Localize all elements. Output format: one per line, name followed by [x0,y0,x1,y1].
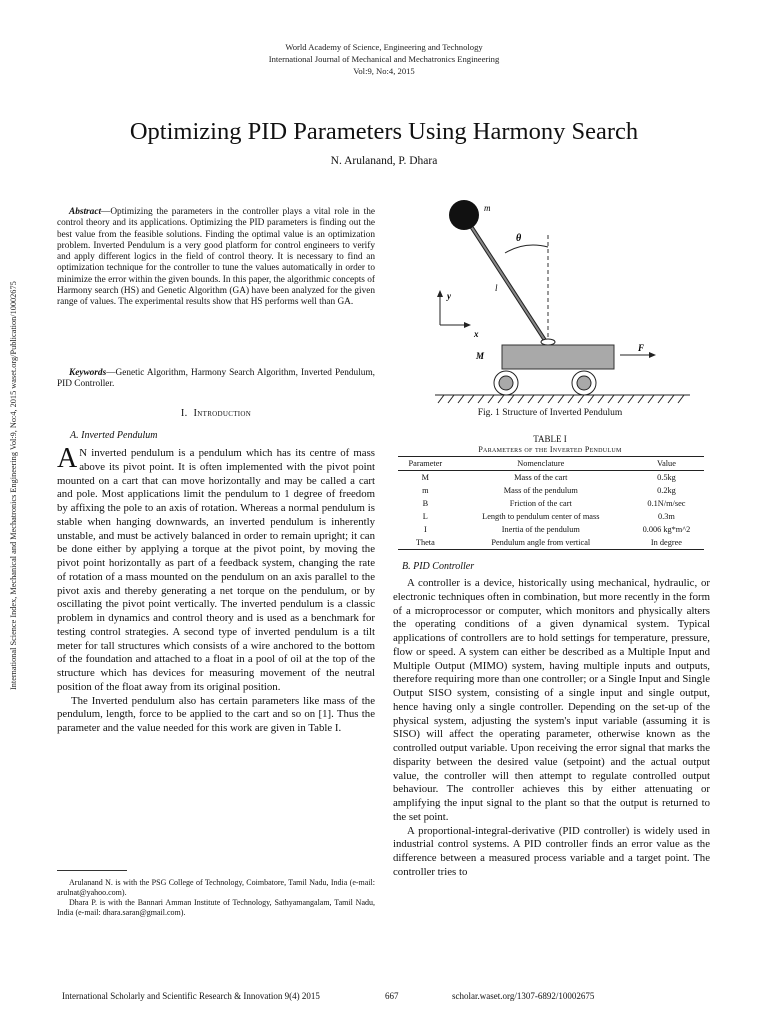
table-cell: Length to pendulum center of mass [482,512,600,521]
dropcap: A [57,443,78,474]
table-cell: m [422,486,429,495]
table-cell: In degree [650,538,682,547]
subsection-heading-pid-controller: B. PID Controller [402,561,475,572]
pid-paragraph-1: A controller is a device, historically using mechanical, hydraulic, or electronic techniques often in combination, but more recently in the form of a microprocessor or computer, which monitors and physically alters the operating conditions of a given dynamical system. Typical applications of controllers are to hold settings for temperature, pressure, flow or speed. A system can either be described as a Multiple Input and Multiple Output (MIMO) system, having multiple inputs and outputs, therefore requiring more than one controller; or a Single Input and Single Output SISO system, consisting of a single input and single output, hence having only a single controller. Depending on the set-up of the physical system, adjusting the system's input variable (assuming it is SISO) will affect the operating parameter, otherwise known as the controlled output variable. Upon receiving the error signal that marks the disparity between the desired value (setpoint) and the actual output value, the controller will then attempt to regulate controlled output behaviour. The controller achieves this by either attenuating or amplifying the input signal to the plant so that the output is returned to the set point. [393,577,710,823]
table-header-cell: Value [657,459,676,468]
table-header-cell: Parameter [408,459,443,468]
side-citation: International Science Index, Mechanical and Mechatronics Engineering Vol:9, No:4, 2015 waset.org/Publication/10002675 [9,281,18,690]
journal-title: International Journal of Mechanical and Mechatronics Engineering [268,54,500,64]
table-cell: I [423,525,427,534]
wheel-left-hub [499,376,513,390]
table-cell: L [422,512,428,521]
figure-caption: Fig. 1 Structure of Inverted Pendulum [477,408,623,418]
angle-label: θ [516,233,522,244]
pid-controller-body [393,577,710,880]
table-row [398,497,704,510]
pendulum-rod-highlight [465,217,548,345]
subsection-heading-inverted-pendulum: A. Inverted Pendulum [70,430,158,441]
footer-publisher: International Scholarly and Scientific Research & Innovation 9(4) 2015 [62,991,320,1001]
pid-paragraph-2: A proportional-integral-derivative (PID controller) is widely used in industrial control systems. A PID controller finds an error value as the difference between a measured process variable and a target point. The controller tries to [393,824,710,878]
footnote-1: Arulanand N. is with the PSG College of Technology, Coimbatore, Tamil Nadu, India (e-mail: arulnat@yahoo.com). [57,878,375,897]
intro-paragraph-2: The Inverted pendulum also has certain parameters like mass of the pendulum, length, force to be applied to the cart and so on [1]. Thus the parameter and the value needed for this work are given in Table I. [57,694,375,734]
section-title: Introduction [193,408,252,419]
table-cell: Mass of the cart [514,473,568,482]
table-cell: 0.2kg [657,486,676,495]
keywords [57,368,375,391]
table-cell: Theta [415,538,435,547]
table-cell: Friction of the cart [509,499,572,508]
inverted-pendulum-figure [420,195,692,405]
table-label: TABLE I [533,434,567,444]
journal-name: World Academy of Science, Engineering and Technology [285,42,483,52]
ground-hatching [438,395,684,403]
introduction-body [57,443,375,736]
footnotes [57,878,375,918]
section-heading-introduction [57,408,375,419]
keywords-text: —Genetic Algorithm, Harmony Search Algorithm, Inverted Pendulum, PID Controller. [57,368,375,390]
mass-label: m [484,203,491,213]
y-axis-arrow [437,290,443,297]
parameters-table [398,456,704,550]
table-row [398,523,704,536]
table-cell: Inertia of the pendulum [501,525,580,534]
table-title: Parameters of the Inverted Pendulum [478,445,622,454]
angle-arc [505,245,548,253]
force-arrow-head [649,352,656,358]
intro-paragraph-1: N inverted pendulum is a pendulum which has its centre of mass above its pivot point. It is often implemented with the pivot point mounted on a cart that can move horizontally and may be called a cart and pole. Most applications limit the pendulum to 1 degree of freedom by affixing the pole to an axis of rotation. Whereas a normal pendulum is stable when hanging downwards, an inverted pendulum is inherently unstable, and must be actively balanced in order to remain upright; it can be done either by applying a torque at the pivot point, by moving the pivot point horizontally as part of a feedback system, changing the rate of rotation of a mass mounted on the pendulum on an axis parallel to the pivot axis and thereby generating a net torque on the pendulum, or by oscillating the pivot point vertically. The inverted pendulum is a classic problem in dynamics and control theory and is used as a benchmark for testing control strategies. A second type of inverted pendulum is a tilt meter for tall structures which consists of a wire anchored to the bottom of the foundation and attached to a float in a pool of oil at the top of the structure which has devices for measuring movement of the neutral position of the float away from its original position. [57,447,375,693]
table-cell: B [422,499,429,508]
footnote-rule [57,870,127,871]
table-cell: 0.3m [658,512,675,521]
cart-label: M [476,351,485,361]
table-cell: 0.5kg [657,473,676,482]
wheel-right-hub [577,376,591,390]
abstract-text: —Optimizing the parameters in the controller plays a vital role in the control theory and its applications. Optimizing the PID parameters is finding out the best value from the feasible solutions. Finding the optimal value is an optimization problem. Inverted Pendulum is a very good platform for control engineers to verify and apply different logics in the field of control theory. It is necessary to find an optimization technique for the controller to tune the values automatically in order to minimize the error within the given bounds. In this paper, the algorithmic concepts of Harmony search (HS) and Genetic Algorithm (GA) have been analyzed for the given range of values. The experimental results show that HS performs well than GA. [57,207,375,308]
x-axis-arrow [464,322,471,328]
table-cell: Pendulum angle from vertical [491,538,591,547]
table-cell: 0.1N/m/sec [647,499,686,508]
paper-authors: N. Arulanand, P. Dhara [330,155,438,167]
x-axis-label: x [474,329,479,339]
table-cell: 0.006 kg*m^2 [642,525,691,534]
section-number: I. [180,408,188,419]
pivot [541,339,555,345]
y-axis-label: y [447,291,451,301]
journal-volume: Vol:9, No:4, 2015 [353,66,415,76]
abstract-label: Abstract [69,207,102,217]
footnote-2: Dhara P. is with the Bannari Amman Institute of Technology, Sathyamangalam, Tamil Nadu, India (e-mail: dhara.saran@gmail.com). [57,898,375,917]
table-header-cell: Nomenclature [517,459,565,468]
abstract [57,207,375,309]
pendulum-mass [449,200,479,230]
table-row [398,484,704,497]
table-row [398,536,704,550]
table-cell: M [421,473,430,482]
paper-title: Optimizing PID Parameters Using Harmony Search [129,118,639,145]
cart-body [502,345,614,369]
keywords-label: Keywords [69,368,107,378]
table-cell: Mass of the pendulum [503,486,578,495]
length-label: l [495,283,498,293]
table-row [398,510,704,523]
footer-url: scholar.waset.org/1307-6892/10002675 [452,991,595,1001]
table-header-row [398,457,704,471]
page-number: 667 [385,991,399,1001]
table-row [398,471,704,485]
force-label: F [638,343,645,353]
